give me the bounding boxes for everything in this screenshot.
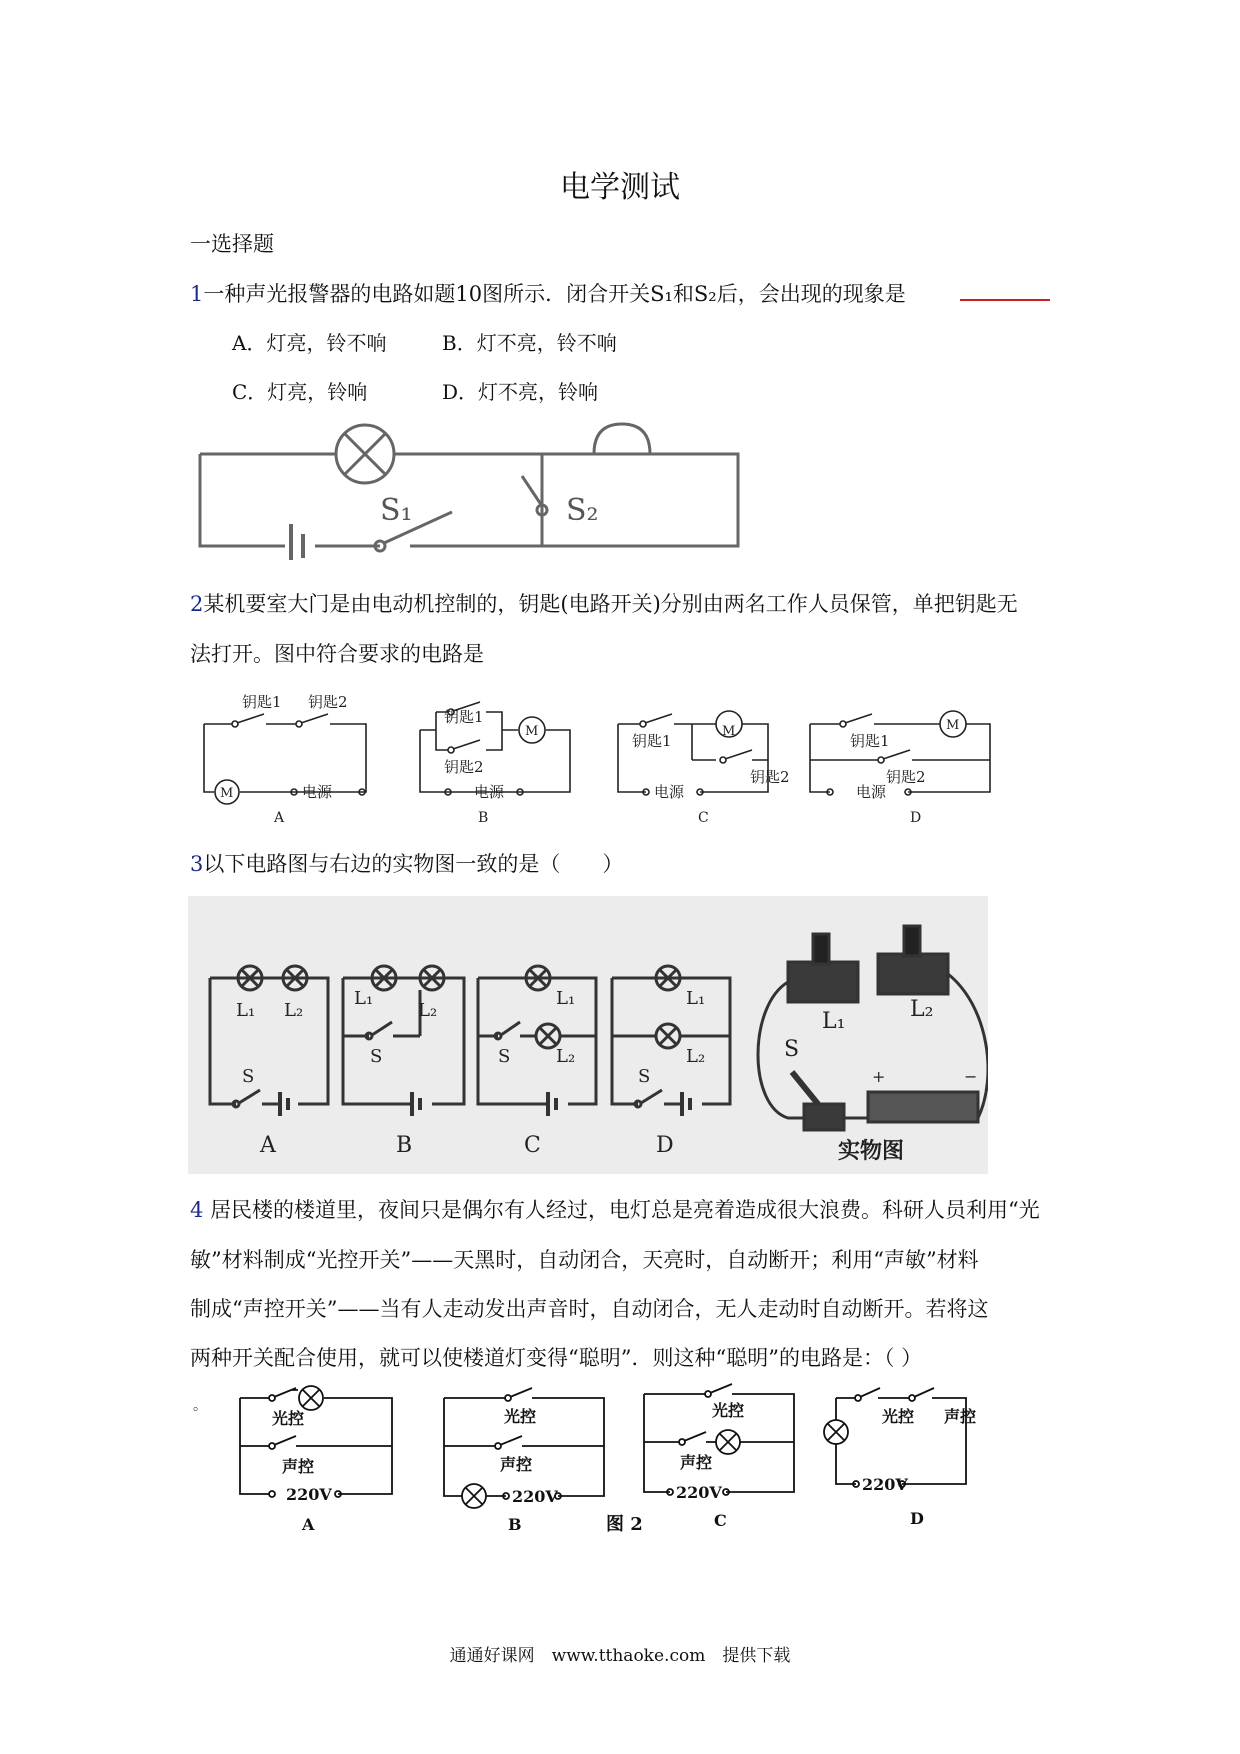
option-letter-a: A	[260, 1133, 276, 1158]
motor-label-d: M	[946, 718, 960, 733]
photo-switch-label: S	[784, 1037, 800, 1062]
option-letter-a: A	[274, 810, 285, 826]
option-letter-c: C	[524, 1133, 541, 1158]
bell-icon	[594, 424, 650, 454]
option-a: A．灯亮，铃不响	[232, 331, 387, 355]
power-label-c: 电源	[654, 783, 685, 801]
switch-label-c: S	[498, 1046, 511, 1067]
switch-label-s2: S₂	[566, 493, 599, 528]
option-letter-d: D	[910, 810, 922, 826]
option-b: B．灯不亮，铃不响	[442, 331, 617, 355]
sound-switch-label-d: 声控	[944, 1407, 977, 1426]
option-letter-b: B	[508, 1515, 522, 1534]
circuit-schematics-and-photo	[188, 896, 988, 1174]
question-number: 4	[190, 1198, 204, 1222]
light-switch-label-b: 光控	[504, 1407, 537, 1426]
question-text: 一种声光报警器的电路如题10图所示．闭合开关S₁和S₂后，会出现的现象是	[203, 282, 906, 306]
key1-label-a: 钥匙1	[242, 693, 282, 711]
key1-label-c: 钥匙1	[632, 732, 672, 750]
question-2	[190, 588, 1018, 618]
question-number: 1	[190, 282, 204, 306]
question-4-line1	[190, 1194, 1040, 1224]
voltage-label-b: 220V	[512, 1487, 558, 1506]
figure-caption: 图 2	[606, 1514, 643, 1535]
section-heading: 一选择题	[190, 232, 274, 256]
key-circuit-options	[190, 682, 1010, 827]
smart-light-circuit-options	[226, 1380, 1026, 1540]
lamp1-label-b: L₁	[354, 988, 374, 1009]
voltage-label-d: 220V	[862, 1475, 908, 1494]
scanned-circuit-photo	[188, 896, 988, 1174]
lamp2-label-c: L₂	[556, 1046, 576, 1067]
switch-label-a: S	[242, 1066, 255, 1087]
key1-label-b: 钥匙1	[444, 708, 484, 726]
option-letter-d: D	[910, 1509, 924, 1528]
option-letter-b: B	[478, 810, 489, 826]
option-letter-c: C	[698, 810, 709, 826]
photo-lamp1-label: L₁	[822, 1009, 846, 1034]
question-4-line3: 制成“声控开关”——当有人走动发出声音时，自动闭合，无人走动时自动断开。若将这	[190, 1297, 989, 1321]
sound-switch-label-b: 声控	[500, 1455, 533, 1474]
footer-credit: 通通好课网 www.tthaoke.com 提供下载	[449, 1646, 791, 1666]
battery-icon	[291, 524, 303, 560]
lamp1-label-a: L₁	[236, 1000, 256, 1021]
question-text-line1: 某机要室大门是由电动机控制的，钥匙(电路开关)分别由两名工作人员保管，单把钥匙无	[203, 592, 1018, 616]
power-label-b: 电源	[474, 783, 505, 801]
option-d: D．灯不亮，铃响	[442, 380, 599, 404]
switch-label-d: S	[638, 1066, 651, 1087]
key1-label-d: 钥匙1	[850, 732, 890, 750]
sound-switch-label-c: 声控	[680, 1453, 713, 1472]
question-3	[190, 848, 623, 878]
light-switch-label-c: 光控	[712, 1401, 745, 1420]
switch-label-b: S	[370, 1046, 383, 1067]
option-letter-c: C	[714, 1511, 727, 1530]
key2-label-a: 钥匙2	[308, 693, 348, 711]
answer-blank	[960, 299, 1050, 301]
light-switch-label-d: 光控	[882, 1407, 915, 1426]
option-c: C．灯亮，铃响	[232, 380, 368, 404]
alarm-circuit-diagram	[190, 420, 760, 560]
question-4-line2: 敏”材料制成“光控开关”——天黑时，自动闭合，天亮时，自动断开；利用“声敏”材料	[190, 1248, 979, 1272]
photo-minus-label: −	[964, 1067, 978, 1086]
motor-label-a: M	[220, 786, 234, 801]
photo-lamp2-label: L₂	[910, 997, 934, 1022]
motor-label-b: M	[525, 724, 539, 739]
sound-switch-label-a: 声控	[282, 1457, 315, 1476]
question-number: 3	[190, 852, 204, 876]
option-letter-a: A	[302, 1515, 315, 1534]
power-label-a: 电源	[302, 783, 333, 801]
stray-mark: 。	[193, 1398, 207, 1414]
switch-label-s1: S₁	[380, 493, 413, 528]
photo-plus-label: +	[872, 1067, 886, 1086]
voltage-label-a: 220V	[286, 1485, 332, 1504]
power-label-d: 电源	[856, 783, 887, 801]
question-number: 2	[190, 592, 204, 616]
question-2-line2: 法打开。图中符合要求的电路是	[190, 642, 484, 666]
motor-label-c: M	[722, 724, 736, 739]
lamp1-label-c: L₁	[556, 988, 576, 1009]
key2-label-b: 钥匙2	[444, 758, 484, 776]
key2-label-c: 钥匙2	[750, 768, 790, 786]
lamp2-label-b: L₂	[418, 1000, 438, 1021]
key2-label-d: 钥匙2	[886, 768, 926, 786]
voltage-label-c: 220V	[676, 1483, 722, 1502]
option-letter-b: B	[396, 1133, 413, 1158]
option-letter-d: D	[656, 1133, 674, 1158]
question-text: 以下电路图与右边的实物图一致的是（ ）	[203, 852, 624, 876]
photo-caption: 实物图	[838, 1138, 905, 1164]
light-switch-label-a: 光控	[272, 1409, 305, 1428]
question-text-line1: 居民楼的楼道里，夜间只是偶尔有人经过，电灯总是亮着造成很大浪费。科研人员利用“光	[210, 1198, 1040, 1222]
lamp2-label-d: L₂	[686, 1046, 706, 1067]
page-title: 电学测试	[560, 170, 680, 205]
question-1	[190, 278, 906, 308]
question-4-line4: 两种开关配合使用，就可以使楼道灯变得“聪明”．则这种“聪明”的电路是：（ ）	[190, 1346, 923, 1370]
lamp2-label-a: L₂	[284, 1000, 304, 1021]
lamp1-label-d: L₁	[686, 988, 706, 1009]
